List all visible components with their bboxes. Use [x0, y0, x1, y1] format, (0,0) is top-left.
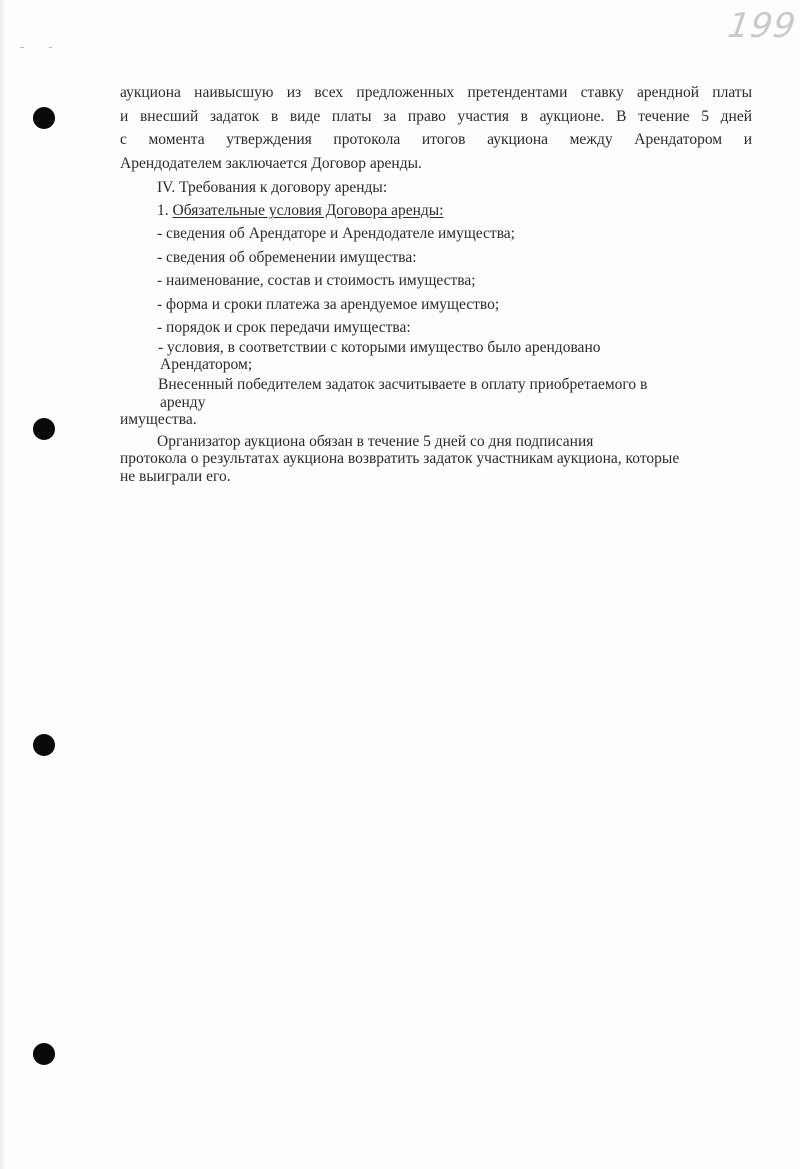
punch-hole-3	[33, 734, 55, 756]
deposit-note-line1: Внесенный победителем задаток засчитываете в оплату приобретаемого в	[158, 376, 648, 393]
paragraph1-line2: и внесший задаток в виде платы за право участия в аукционе. В течение 5 дней	[120, 108, 752, 125]
condition-item: - наименование, состав и стоимость имущества;	[157, 272, 476, 289]
deposit-note-line2: аренду	[160, 394, 206, 411]
condition-6-line1: - условия, в соответствии с которыми имущество было арендовано	[158, 339, 601, 356]
punch-hole-2	[33, 418, 55, 440]
organizer-note-line3: не выиграли его.	[120, 468, 231, 485]
deposit-note-line3: имущества.	[120, 411, 197, 428]
condition-item: - форма и сроки платежа за арендуемое имущество;	[157, 296, 500, 313]
scan-edge-shadow	[0, 0, 6, 1169]
section-heading: IV. Требования к договору аренды:	[157, 179, 388, 196]
subsection-title: Обязательные условия Договора аренды:	[172, 202, 444, 219]
condition-item: - сведения об обременении имущества:	[157, 249, 417, 266]
condition-item: - сведения об Арендаторе и Арендодателе имущества;	[157, 225, 515, 242]
punch-hole-4	[33, 1043, 55, 1065]
handwritten-page-number: 199	[725, 6, 799, 46]
subsection-number: 1.	[157, 202, 169, 219]
organizer-note-line1: Организатор аукциона обязан в течение 5 дней со дня подписания	[157, 433, 594, 450]
condition-6-line2: Арендатором;	[160, 356, 253, 373]
scan-mark-center	[49, 47, 52, 48]
condition-item: - порядок и срок передачи имущества:	[157, 319, 411, 336]
organizer-note-line2: протокола о результатах аукциона возвратить задаток участникам аукциона, которые	[120, 450, 680, 467]
subsection-heading	[157, 201, 444, 221]
paragraph1-line3: с момента утверждения протокола итогов аукциона между Арендатором и	[120, 131, 752, 148]
scan-mark-left	[20, 47, 24, 48]
punch-hole-1	[33, 107, 55, 129]
paragraph1-line4: Арендодателем заключается Договор аренды.	[120, 155, 422, 172]
paragraph1-line1: аукциона наивысшую из всех предложенных претендентами ставку арендной платы	[120, 84, 752, 101]
